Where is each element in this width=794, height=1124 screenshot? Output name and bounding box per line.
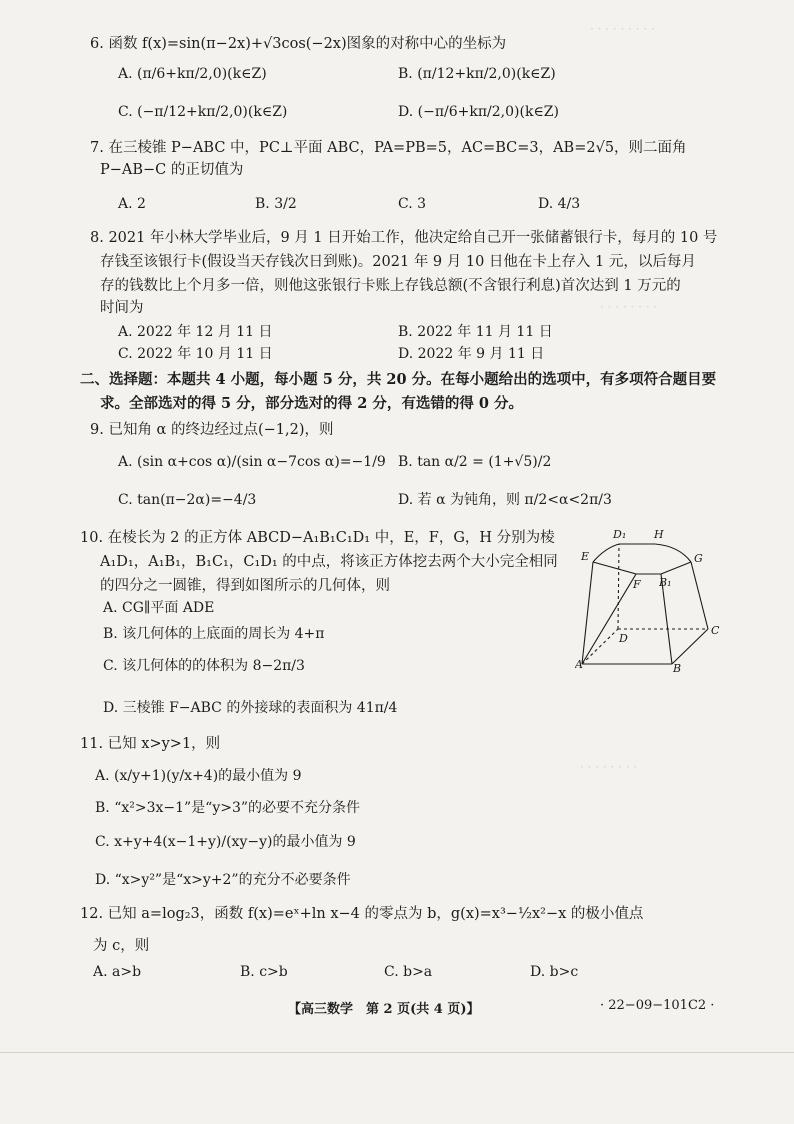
question-10-stem-line-3: 的四分之一圆锥，得到如图所示的几何体，则 xyxy=(100,578,390,594)
question-10-stem-line-1: 10. 在棱长为 2 的正方体 ABCD−A₁B₁C₁D₁ 中，E，F，G，H 分别为棱 xyxy=(80,530,555,546)
question-6-option-c: C. (−π/12+kπ/2,0)(k∈Z) xyxy=(118,104,288,120)
label-e: E xyxy=(581,550,590,563)
question-8-option-a: A. 2022 年 12 月 11 日 xyxy=(118,324,273,340)
question-12-stem-line-2: 为 c，则 xyxy=(93,938,150,954)
question-10-option-c: C. 该几何体的的体积为 8−2π/3 xyxy=(103,658,305,674)
edge-ef xyxy=(593,562,636,574)
question-9-option-c: C. tan(π−2α)=−4/3 xyxy=(118,492,257,508)
label-b: B xyxy=(673,662,682,672)
edge-bc xyxy=(672,629,708,664)
edge-b1g xyxy=(661,562,691,574)
question-12-stem-line-1: 12. 已知 a=log₂3，函数 f(x)=eˣ+ln x−4 的零点为 b，g(x)=x³−½x²−x 的极小值点 xyxy=(80,906,644,922)
question-8-stem-line-1: 8. 2021 年小林大学毕业后，9 月 1 日开始工作，他决定给自己开一张储蓄银行卡，每月的 10 号 xyxy=(90,230,718,246)
question-7-option-d: D. 4/3 xyxy=(538,196,581,212)
question-12-option-a: A. a>b xyxy=(93,964,142,980)
section-2-heading-line-1: 二、选择题：本题共 4 小题，每小题 5 分，共 20 分。在每小题给出的选项中，有多项符合题目要 xyxy=(80,371,717,388)
question-8-stem-line-4: 时间为 xyxy=(100,300,144,316)
bleed-through-text: · · · · · · · · xyxy=(580,760,638,774)
page-footer-code: · 22−09−101C2 · xyxy=(600,998,715,1013)
scan-fold-line xyxy=(0,1052,794,1053)
question-10-stem-line-2: A₁D₁，A₁B₁，B₁C₁，C₁D₁ 的中点，将该正方体挖去两个大小完全相同 xyxy=(100,554,558,570)
question-12-option-d: D. b>c xyxy=(530,964,579,980)
arc-ed1 xyxy=(593,544,619,562)
question-8-stem-line-2: 存钱至该银行卡(假设当天存钱次日到账)。2021 年 9 月 10 日他在卡上存入 1 元，以后每月 xyxy=(100,254,696,270)
truncated-cube-figure xyxy=(575,522,725,672)
question-12-option-b: B. c>b xyxy=(240,964,288,980)
question-10-option-d: D. 三棱锥 F−ABC 的外接球的表面积为 41π/4 xyxy=(103,700,398,716)
bleed-through-text: · · · · · · · · · xyxy=(590,22,655,36)
question-11-stem: 11. 已知 x>y>1，则 xyxy=(80,736,221,752)
question-7-option-c: C. 3 xyxy=(398,196,427,212)
question-8-stem-line-3: 存的钱数比上个月多一倍，则他这张银行卡账上存钱总额(不含银行利息)首次达到 1 万元的 xyxy=(100,278,681,294)
edge-gc xyxy=(691,562,708,629)
question-11-option-d: D. “x>y²”是“x>y+2”的充分不必要条件 xyxy=(95,872,351,888)
question-8-option-c: C. 2022 年 10 月 11 日 xyxy=(118,346,273,362)
question-7-option-b: B. 3/2 xyxy=(255,196,297,212)
question-11-option-c: C. x+y+4(x−1+y)/(xy−y)的最小值为 9 xyxy=(95,834,356,850)
question-11-option-b: B. “x²>3x−1”是“y>3”的必要不充分条件 xyxy=(95,800,361,816)
label-f: F xyxy=(633,578,641,591)
label-d1: D₁ xyxy=(613,528,627,541)
question-12-option-c: C. b>a xyxy=(384,964,433,980)
question-6-option-b: B. (π/12+kπ/2,0)(k∈Z) xyxy=(398,66,556,82)
label-d: D xyxy=(619,632,628,645)
question-10-option-a: A. CG∥平面 ADE xyxy=(103,600,215,616)
label-h: H xyxy=(654,528,664,541)
question-6-option-d: D. (−π/6+kπ/2,0)(k∈Z) xyxy=(398,104,559,120)
question-11-option-a: A. (x/y+1)(y/x+4)的最小值为 9 xyxy=(95,768,302,784)
bleed-through-text: · · · · · · · · xyxy=(600,300,658,314)
arc-hg xyxy=(655,544,691,562)
question-9-option-a: A. (sin α+cos α)/(sin α−7cos α)=−1/9 xyxy=(118,454,386,470)
question-7-stem-line-2: P−AB−C 的正切值为 xyxy=(100,162,244,178)
label-a: A xyxy=(575,658,583,671)
question-6-option-a: A. (π/6+kπ/2,0)(k∈Z) xyxy=(118,66,267,82)
question-6-stem: 6. 函数 f(x)=sin(π−2x)+√3cos(−2x)图象的对称中心的坐标为 xyxy=(90,36,507,52)
question-7-stem-line-1: 7. 在三棱锥 P−ABC 中，PC⊥平面 ABC，PA=PB=5，AC=BC=3，AB=2√5，则二面角 xyxy=(90,140,687,156)
page-footer-title: 【高三数学 第 2 页(共 4 页)】 xyxy=(288,1002,480,1017)
question-7-option-a: A. 2 xyxy=(118,196,146,212)
section-2-heading-line-2: 求。全部选对的得 5 分，部分选对的得 2 分，有选错的得 0 分。 xyxy=(100,395,524,412)
question-9-stem: 9. 已知角 α 的终边经过点(−1,2)，则 xyxy=(90,422,334,438)
label-g: G xyxy=(694,552,703,565)
edge-dd1-hidden xyxy=(618,544,619,629)
question-9-option-d: D. 若 α 为钝角，则 π/2<α<2π/3 xyxy=(398,492,612,508)
label-c: C xyxy=(711,624,720,637)
label-b1: B₁ xyxy=(659,576,672,589)
question-8-option-d: D. 2022 年 9 月 11 日 xyxy=(398,346,545,362)
question-9-option-b: B. tan α/2 = (1+√5)/2 xyxy=(398,454,552,470)
question-10-option-b: B. 该几何体的上底面的周长为 4+π xyxy=(103,626,325,642)
question-8-option-b: B. 2022 年 11 月 11 日 xyxy=(398,324,553,340)
